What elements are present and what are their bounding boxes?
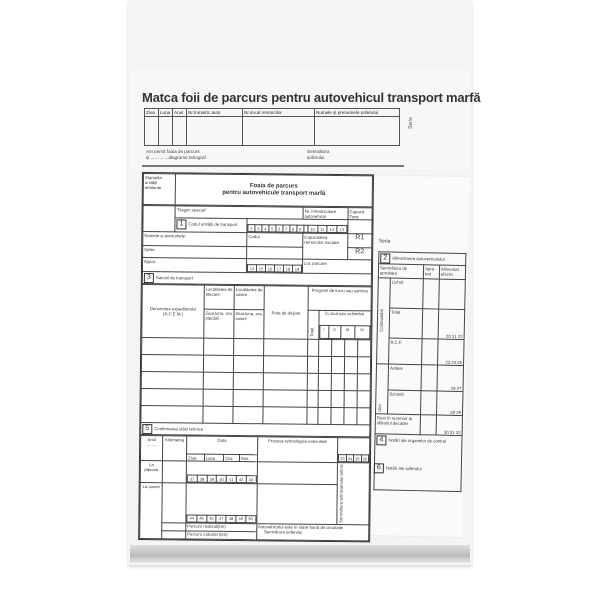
task-cell[interactable] [141,406,203,424]
burn-label: Ardere [388,364,422,391]
task-cell[interactable] [344,374,357,391]
task-cell[interactable] [142,338,204,356]
digit-box: 18 [283,265,292,272]
col-sender: Denumirea expeditorului (A.C.E.M.) [142,285,205,339]
digit-box: 39 [207,475,217,482]
task-cell[interactable] [233,389,263,406]
box-number: 1 [176,219,186,229]
task-cell[interactable] [263,373,307,390]
digit-box: 5 [269,225,276,232]
col-shift: În ziua sau schimbul [325,310,365,317]
task-cell[interactable] [264,339,308,356]
digit-box: 45 [197,515,207,522]
form-header [143,173,373,207]
signature-line: șoferului [307,155,325,160]
bcf-label: B.C.F. [389,338,423,365]
min-col: Min. [240,455,257,462]
tech-table [139,435,370,541]
received-note [146,149,206,161]
booklet-edge [130,545,470,563]
task-cell[interactable] [233,406,263,423]
shift-iii: III [340,326,354,339]
driver-notes [374,463,462,475]
digit-box: 40 [217,475,227,482]
digit: 23 [445,359,451,365]
task-cell[interactable] [357,391,370,408]
name-label: Numele și prenumele: [143,232,247,247]
processes-label: Procese tehnologice executate [257,437,338,463]
col-route: Ruta de dirijare [264,286,309,339]
digit-box: 15 [256,265,265,272]
stub-cell[interactable] [159,117,173,146]
roadworthy-label: Autovehiculul este în stare bună de circulație [257,524,344,531]
task-cell[interactable] [318,390,331,407]
digit: 32 [455,429,461,435]
perforation-line [142,165,404,167]
digit-box: 14 [247,265,256,272]
box-number: 4 [376,435,386,445]
task-cell[interactable] [307,407,318,424]
task-cell[interactable] [204,338,234,355]
digit-box: 41 [226,475,236,482]
road-sheet-form [138,172,374,542]
digit-box: 46 [206,515,216,522]
shift-i: I [319,325,328,338]
stub-col: Numele și prenumele șoferului [315,109,400,117]
stub-title: Matca foii de parcurs pentru autovehicul transport marfă [142,90,481,105]
stub-seria: Seria [407,117,414,129]
stub-cell[interactable] [145,117,159,146]
task-cell[interactable] [234,338,264,355]
task-cell[interactable] [344,340,357,357]
vehicle-table [142,205,373,286]
approved-label: Apro-bat [423,265,439,279]
digit-box: 3 [255,225,262,232]
digit-box: 11 [317,225,327,232]
digit-box: 47 [216,515,226,522]
r2-field[interactable]: R2 [348,248,372,260]
total-label: Total [389,308,423,339]
col-departure-date: Ziua,luna, ora plecării [204,309,234,338]
plate-label: Nr. înmatriculare autovehicul [303,207,348,219]
digit: 24 [451,359,457,365]
digit-box: 4 [262,225,269,232]
trailer-capacity-label: Capacitatea remorcilor tractate [303,233,348,259]
digit: 21 [451,333,457,339]
regim-label: "Regim special" [175,206,303,219]
col-program: Program de lucru sau sarcina [308,286,371,311]
digit-box: 9 [297,225,304,232]
digit: 29 [456,409,462,415]
stub-col: Nr.inv.al remorcilor [243,109,315,117]
digit: 34 [347,455,353,461]
stub-col: Ziua [145,109,159,117]
driver-notes-label: Notări ale șoferului [385,465,422,472]
task-cell[interactable] [344,391,357,408]
stub-cell[interactable] [173,117,187,146]
digit: 27 [456,385,462,391]
task-cell[interactable] [233,355,263,372]
task-cell[interactable] [141,355,203,373]
oil-label: Ulei [377,404,383,412]
stub-col: Luna [159,109,173,117]
task-cell[interactable] [203,389,233,406]
parking-label: Loc parcare [302,259,371,274]
task-cell[interactable] [308,339,319,356]
day-col: Ziua [186,454,204,461]
capacity-label: Capacit. Tone [348,208,372,220]
task-cell[interactable] [357,357,370,374]
task-cell[interactable] [331,356,344,373]
col-arrival: Localitatea de sosire [234,285,264,309]
stub-col: Nr.înmatric.auto [187,109,243,117]
unit-code-label: Codul unității de transport [188,220,238,227]
stub-cell[interactable] [243,117,315,146]
task-cell[interactable] [141,389,203,407]
col-total: Total [309,328,315,338]
digit-box: 44 [187,515,197,522]
fuel-heading: Alimentarea autovehiculului [392,255,445,262]
digit: 26 [450,385,456,391]
task-cell[interactable] [318,339,331,356]
tech-confirmation-label: Confirmarea stării tehnice [154,425,204,432]
calc-km-label: Parcurs calculat (km) [186,531,257,540]
task-cell[interactable] [263,407,307,424]
digit-box: 19 [292,265,301,272]
digit: 20 [445,333,451,339]
task-cell[interactable] [263,356,307,373]
digit-box: 6 [276,225,283,232]
digit-box: 50 [246,515,256,522]
stamp-area: Ștampila unității emitente [143,174,175,205]
digit-box: 48 [226,515,236,522]
task-cell[interactable] [357,408,370,425]
task-cell[interactable] [317,407,330,424]
task-cell[interactable] [344,357,357,374]
form-title: Foaia de parcurs [249,183,298,190]
box-number: 5 [142,424,152,434]
task-cell[interactable] [331,373,344,390]
task-cell[interactable] [263,390,307,407]
digit: 25 [457,359,463,365]
control-notes-label: Notări ale organelor de control [388,437,447,444]
r1-field[interactable]: R1 [348,234,372,248]
digit-box: 13 [337,226,347,233]
digit-box: 8 [290,225,297,232]
year-blank: ........ [146,441,157,447]
box-number: 3 [144,273,154,283]
digit-box: 49 [236,515,246,522]
shift-ii: II [329,325,341,338]
digit-box: 10 [307,225,317,232]
digit-box: 16 [265,265,274,272]
task-cell[interactable] [203,372,233,389]
tank-rest-label: Rest în rezervor la sfârșitul decadei [375,414,420,435]
digit: 30 [443,429,449,435]
digit-box: 2 [248,225,255,232]
digit: 31 [449,429,455,435]
digit-box: 12 [327,225,337,232]
stub-table [144,108,400,146]
month-col: Luna [204,454,224,461]
change-label: Schimb [387,390,421,415]
right-sheet [358,175,470,537]
digit-box: 17 [274,265,283,272]
actual-fuel-label: Alimentat efectiv [439,265,465,280]
actual-km-label: Parcurs realizat(km) [186,523,257,532]
task-cell[interactable] [344,408,357,425]
task-cell[interactable] [357,374,370,391]
km-label: Kilometraj [162,436,186,461]
task-cell[interactable] [307,373,318,390]
stub-col: Anul [173,109,187,117]
digit-box: 43 [246,476,256,483]
approval-signature: Semnătura de aprobare [378,264,423,279]
received-line: Am primit foaia de parcurs [146,149,200,154]
received-line: și ..............diagrame tahograf [146,155,206,160]
task-cell[interactable] [318,373,331,390]
box-number: 6 [374,463,384,473]
digit: 33 [340,455,345,461]
tasks-label: Sarcini de transport [155,274,194,281]
task-cell[interactable] [307,356,318,373]
digit: 36 [362,455,368,461]
task-cell[interactable] [203,355,233,372]
digit-box: 38 [197,475,207,482]
task-cell[interactable] [233,372,263,389]
digit: 35 [355,455,360,461]
task-cell[interactable] [203,406,233,423]
task-cell[interactable] [357,340,370,357]
task-cell[interactable] [331,339,344,356]
date-label: Data [187,436,258,455]
task-cell[interactable] [307,390,318,407]
signature-note [307,149,329,161]
col-arrival-date: Ziua,luna, ora sosirii [234,309,264,338]
digit: 28 [450,409,456,415]
tech-signature-label: Semnătura tehnicianului tehnic [338,463,345,523]
right-seria: Seria [378,238,391,245]
signature-line: Semnătura [307,149,330,154]
form-subtitle: pentru autovehicule transport marfă [222,189,326,197]
arrival-row-label: La sosire [140,482,163,538]
digit: 22 [457,333,463,339]
task-cell[interactable] [331,390,344,407]
hour-col: Ora [224,454,240,461]
fuel-table [373,251,466,492]
driver-signature-label: Semnătura șoferului [263,529,303,535]
task-cell[interactable] [318,356,331,373]
col-departure: Localitatea de plecare [204,285,234,309]
code-label: Codul [247,233,303,248]
helper-label: Ajutor: [142,258,246,273]
digit-box: 37 [187,475,197,482]
box-number: 2 [380,253,390,263]
shift-iv: IV [355,326,370,339]
stub-cell[interactable] [187,117,243,146]
task-cell[interactable] [141,372,203,390]
departure-row-label: La plecare [140,460,162,482]
digit-box: 42 [236,476,246,483]
tasks-table [140,284,372,437]
task-cell[interactable] [330,407,343,424]
year-label: Anul [147,436,157,442]
liquid-label: Lichid [390,278,424,309]
digit-box: 7 [283,225,290,232]
driver-label: Șofer: [143,246,247,259]
stub-cell[interactable] [315,117,400,146]
fuel-label: Combustibil [378,309,385,332]
